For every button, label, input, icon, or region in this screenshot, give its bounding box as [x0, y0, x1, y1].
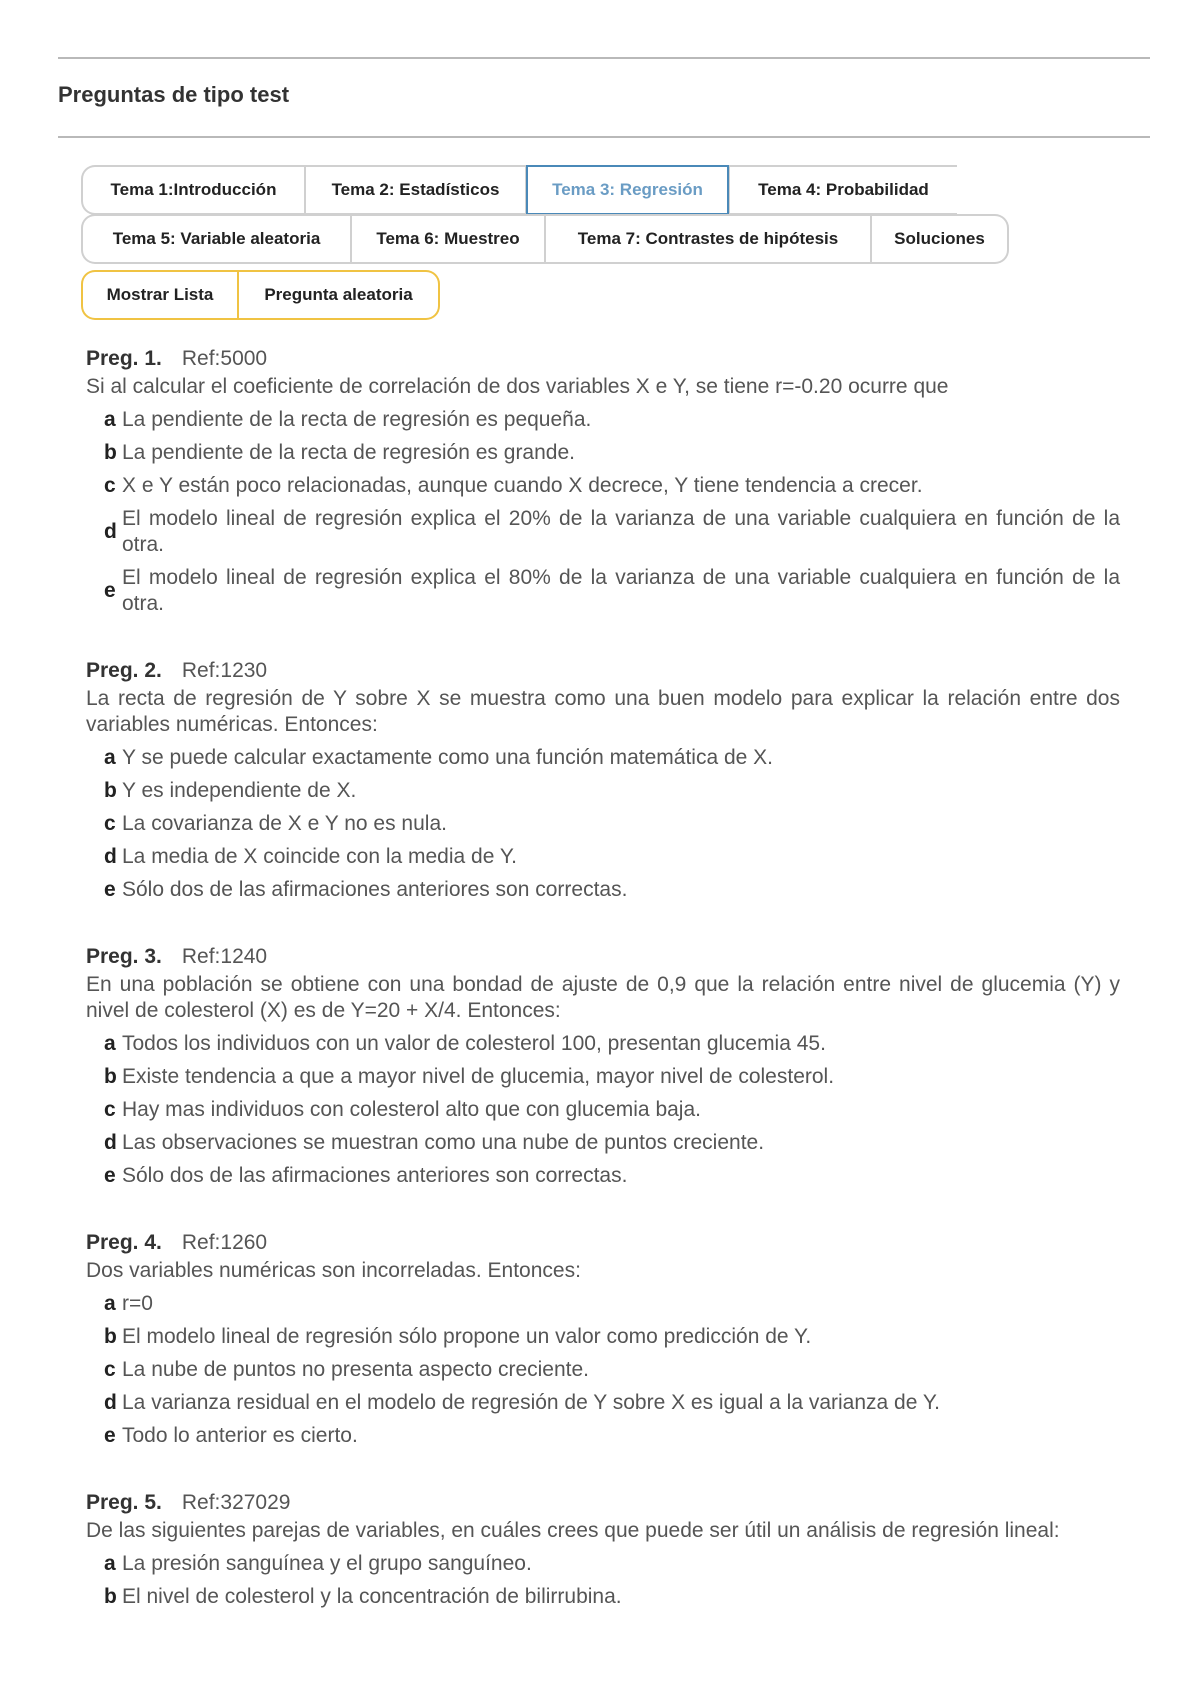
- option-letter: e: [104, 579, 116, 602]
- option-letter: c: [104, 474, 116, 497]
- option-d: [104, 844, 1120, 870]
- option-text: Y se puede calcular exactamente como una función matemática de X.: [122, 746, 773, 769]
- tab-tema-5[interactable]: Tema 5: Variable aleatoria: [81, 214, 351, 264]
- option-c: [104, 473, 1120, 499]
- question-ref: Ref:1230: [181, 659, 268, 682]
- option-e: [104, 565, 1120, 617]
- option-d: [104, 1130, 1120, 1156]
- option-c: [104, 1357, 1120, 1383]
- option-text: El modelo lineal de regresión explica el 20% de la varianza de una variable cualquiera en función de la otra.: [122, 507, 1120, 556]
- tab-row-topics-1: [81, 165, 957, 215]
- tab-row-actions: [81, 270, 440, 320]
- question-2: [86, 658, 1120, 903]
- show-list-button[interactable]: Mostrar Lista: [81, 270, 238, 320]
- option-a: [104, 407, 1120, 433]
- option-d: [104, 1390, 1120, 1416]
- tab-tema-6[interactable]: Tema 6: Muestreo: [351, 214, 545, 264]
- option-text: La nube de puntos no presenta aspecto creciente.: [122, 1358, 590, 1381]
- option-a: [104, 1551, 1120, 1577]
- question-ref: Ref:5000: [181, 347, 268, 370]
- option-letter: c: [104, 1358, 116, 1381]
- option-text: La pendiente de la recta de regresión es pequeña.: [122, 408, 592, 431]
- option-text: La pendiente de la recta de regresión es grande.: [122, 441, 575, 464]
- option-letter: d: [104, 1131, 117, 1154]
- option-letter: a: [104, 1292, 116, 1315]
- question-text: Dos variables numéricas son incorreladas. Entonces:: [86, 1259, 581, 1282]
- option-text: La covarianza de X e Y no es nula.: [122, 812, 447, 835]
- option-letter: e: [104, 1164, 116, 1187]
- option-text: Sólo dos de las afirmaciones anteriores son correctas.: [122, 1164, 628, 1187]
- page-title: Preguntas de tipo test: [58, 82, 290, 107]
- option-letter: c: [104, 812, 116, 835]
- option-a: [104, 745, 1120, 771]
- tab-tema-4[interactable]: Tema 4: Probabilidad: [729, 165, 957, 215]
- question-text: De las siguientes parejas de variables, en cuáles crees que puede ser útil un análisis de regresión lineal:: [86, 1519, 1060, 1542]
- question-5: [86, 1490, 1120, 1610]
- question-1: [86, 346, 1120, 617]
- option-text: Las observaciones se muestran como una nube de puntos creciente.: [122, 1131, 765, 1154]
- question-number: Preg. 3.: [86, 945, 162, 968]
- option-text: La media de X coincide con la media de Y.: [122, 845, 517, 868]
- option-b: [104, 1064, 1120, 1090]
- tab-tema-2[interactable]: Tema 2: Estadísticos: [305, 165, 526, 215]
- option-text: El modelo lineal de regresión sólo propone un valor como predicción de Y.: [122, 1325, 812, 1348]
- option-text: La varianza residual en el modelo de regresión de Y sobre X es igual a la varianza de Y.: [122, 1391, 940, 1414]
- question-ref: Ref:1260: [181, 1231, 268, 1254]
- random-question-button[interactable]: Pregunta aleatoria: [238, 270, 440, 320]
- option-a: [104, 1031, 1120, 1057]
- tab-tema-7[interactable]: Tema 7: Contrastes de hipótesis: [545, 214, 871, 264]
- question-number: Preg. 1.: [86, 347, 162, 370]
- tab-tema-1[interactable]: Tema 1:Introducción: [81, 165, 305, 215]
- option-text: Todo lo anterior es cierto.: [122, 1424, 358, 1447]
- question-ref: Ref:1240: [181, 945, 268, 968]
- option-b: [104, 778, 1120, 804]
- option-letter: a: [104, 746, 116, 769]
- tab-soluciones[interactable]: Soluciones: [871, 214, 1009, 264]
- option-text: Y es independiente de X.: [122, 779, 357, 802]
- option-c: [104, 1097, 1120, 1123]
- option-text: r=0: [122, 1292, 153, 1315]
- question-text: Si al calcular el coeficiente de correlación de dos variables X e Y, se tiene r=-0.20 ocurre que: [86, 375, 949, 398]
- option-letter: b: [104, 1325, 117, 1348]
- question-number: Preg. 4.: [86, 1231, 162, 1254]
- option-letter: b: [104, 1065, 117, 1088]
- question-list: [86, 346, 1120, 1617]
- option-text: Sólo dos de las afirmaciones anteriores son correctas.: [122, 878, 628, 901]
- option-text: Existe tendencia a que a mayor nivel de glucemia, mayor nivel de colesterol.: [122, 1065, 835, 1088]
- option-text: El nivel de colesterol y la concentración de bilirrubina.: [122, 1585, 622, 1608]
- option-letter: a: [104, 408, 116, 431]
- option-letter: d: [104, 1391, 117, 1414]
- option-letter: b: [104, 441, 117, 464]
- option-a: [104, 1291, 1120, 1317]
- question-3: [86, 944, 1120, 1189]
- option-letter: e: [104, 878, 116, 901]
- option-b: [104, 1584, 1120, 1610]
- option-text: El modelo lineal de regresión explica el 80% de la varianza de una variable cualquiera en función de la otra.: [122, 566, 1120, 615]
- question-number: Preg. 2.: [86, 659, 162, 682]
- question-text: En una población se obtiene con una bondad de ajuste de 0,9 que la relación entre nivel de glucemia (Y) y nivel de colesterol (X) es de Y=20 + X/4. Entonces:: [86, 973, 1120, 1022]
- option-text: Hay mas individuos con colesterol alto que con glucemia baja.: [122, 1098, 701, 1121]
- option-text: La presión sanguínea y el grupo sanguíneo.: [122, 1552, 532, 1575]
- option-c: [104, 811, 1120, 837]
- option-letter: b: [104, 1585, 117, 1608]
- option-letter: d: [104, 845, 117, 868]
- question-4: [86, 1230, 1120, 1449]
- top-divider: [58, 57, 1150, 59]
- option-letter: c: [104, 1098, 116, 1121]
- question-ref: Ref:327029: [181, 1491, 291, 1514]
- option-text: Todos los individuos con un valor de colesterol 100, presentan glucemia 45.: [122, 1032, 826, 1055]
- tab-row-topics-2: [81, 214, 1009, 264]
- option-e: [104, 877, 1120, 903]
- question-number: Preg. 5.: [86, 1491, 162, 1514]
- option-e: [104, 1163, 1120, 1189]
- option-d: [104, 506, 1120, 558]
- option-letter: a: [104, 1552, 116, 1575]
- option-letter: e: [104, 1424, 116, 1447]
- tab-tema-3[interactable]: Tema 3: Regresión: [526, 165, 729, 215]
- title-divider: [58, 136, 1150, 138]
- question-text: La recta de regresión de Y sobre X se muestra como una buen modelo para explicar la relación entre dos variables numéricas. Entonces:: [86, 687, 1120, 736]
- option-letter: d: [104, 520, 117, 543]
- option-e: [104, 1423, 1120, 1449]
- option-b: [104, 440, 1120, 466]
- option-b: [104, 1324, 1120, 1350]
- option-letter: b: [104, 779, 117, 802]
- option-letter: a: [104, 1032, 116, 1055]
- option-text: X e Y están poco relacionadas, aunque cuando X decrece, Y tiene tendencia a crecer.: [122, 474, 923, 497]
